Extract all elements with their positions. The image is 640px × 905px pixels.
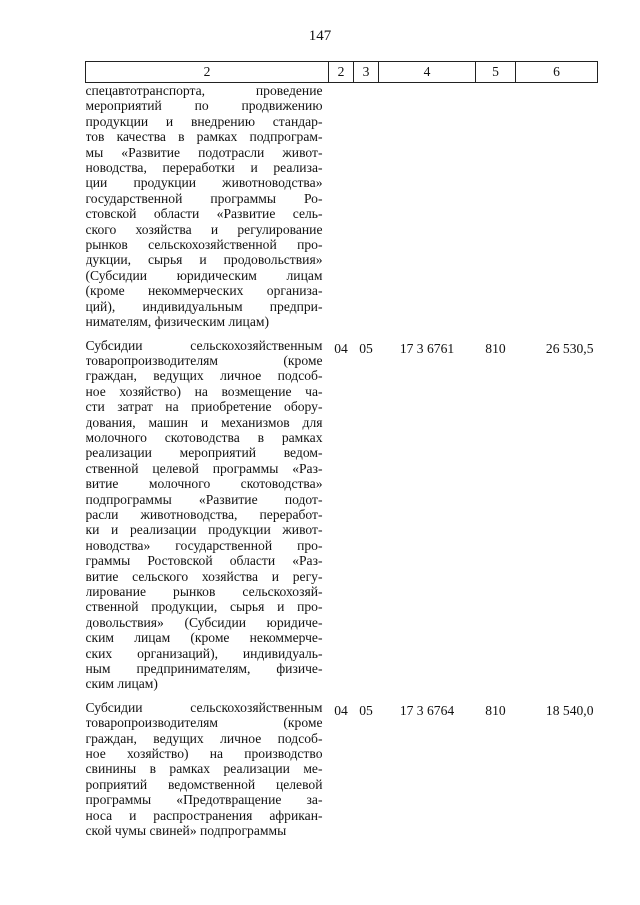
- row-c4-cell: 17 3 6761: [399, 340, 455, 356]
- row-c2-cell: [329, 83, 354, 330]
- description-line: спецавтотранспорта, проведение: [85, 83, 323, 98]
- budget-table: [85, 61, 598, 839]
- description-line: роприятий ведомственной целевой: [85, 776, 323, 792]
- row-c5-cell: 810: [485, 340, 506, 356]
- description-line: ственной целевой программы «Раз-: [85, 460, 323, 476]
- header-cell: 3: [354, 62, 379, 83]
- description-line: витие молочного скотоводства»: [85, 476, 323, 492]
- description-line: товаропроизводителям (кроме: [85, 352, 323, 368]
- description-line: ского хозяйства и регулирование: [85, 221, 323, 237]
- description-line: подпрограммы «Развитие подот-: [85, 491, 323, 507]
- description-line: ное хозяйство) на возмещение ча-: [85, 383, 323, 399]
- description-line: стовской области «Развитие сель-: [85, 206, 323, 222]
- table-row: [86, 83, 598, 330]
- header-cell: 4: [379, 62, 476, 83]
- description-line: ки и реализации продукции живот-: [85, 522, 323, 538]
- description-line: нимателям, физическим лицам): [85, 314, 269, 330]
- description-line: программы «Предотвращение за-: [85, 792, 323, 808]
- description-line: рынков сельскохозяйственной про-: [85, 237, 323, 253]
- description-line: граждан, ведущих личное подсоб-: [85, 730, 323, 746]
- description-line: ции продукции животноводства»: [85, 175, 323, 191]
- description-line: новодства» государственной про-: [85, 537, 323, 553]
- row-c4-cell: 17 3 6764: [399, 702, 455, 718]
- description-line: ских организаций), индивидуаль-: [85, 645, 323, 661]
- table-row: [86, 700, 598, 839]
- description-line: молочного скотоводства в рамках: [85, 429, 323, 445]
- description-line: продукции и внедрению стандар-: [85, 113, 323, 129]
- row-c6-cell: 26 530,5: [545, 340, 594, 356]
- description-line: мы «Развитие подотрасли живот-: [85, 144, 323, 160]
- description-line: ским лицам): [85, 676, 158, 692]
- row-description: [86, 700, 329, 839]
- page-number: 147: [308, 28, 332, 44]
- row-c3-cell: 05: [359, 340, 373, 356]
- description-line: товаропроизводителям (кроме: [85, 715, 323, 731]
- description-line: свинины в рамках реализации ме-: [85, 761, 323, 777]
- row-c5-cell: [476, 83, 516, 330]
- description-line: (кроме некоммерческих организа-: [85, 283, 323, 299]
- description-line: мероприятий по продвижению: [85, 98, 323, 114]
- row-spacer: [86, 692, 598, 700]
- description-line: граждан, ведущих личное подсоб-: [85, 368, 323, 384]
- row-c6-cell: [516, 83, 598, 330]
- description-line: сти затрат на приобретение обору-: [85, 399, 323, 415]
- header-row: [86, 62, 598, 83]
- description-line: государственной программы Ро-: [85, 190, 323, 206]
- description-line: Субсидии сельскохозяйственным: [85, 337, 323, 353]
- row-c2-cell: 04: [334, 702, 348, 718]
- row-description: [86, 83, 329, 330]
- row-description: [86, 338, 329, 692]
- row-spacer: [86, 330, 598, 338]
- description-line: ственной продукции, сырья и про-: [85, 599, 323, 615]
- description-line: ное хозяйство) на производство: [85, 746, 323, 762]
- description-line: дования, машин и механизмов для: [85, 414, 323, 430]
- row-c5-cell: 810: [485, 702, 506, 718]
- row-c3-cell: 05: [359, 702, 373, 718]
- description-line: ций), индивидуальным предпри-: [85, 298, 323, 314]
- row-c3-cell: [354, 83, 379, 330]
- description-line: довольствия» (Субсидии юридиче-: [85, 614, 323, 630]
- header-cell: 5: [476, 62, 516, 83]
- description-line: ской чумы свиней» подпрограммы: [85, 823, 287, 839]
- description-line: носа и распространения африкан-: [85, 807, 323, 823]
- row-c4-cell: [379, 83, 476, 330]
- row-c6-cell: 18 540,0: [545, 702, 594, 718]
- description-line: реализации мероприятий ведом-: [85, 445, 323, 461]
- description-line: ным предпринимателям, физиче-: [85, 661, 323, 677]
- header-cell: 2: [329, 62, 354, 83]
- description-line: (Субсидии юридическим лицам: [85, 267, 323, 283]
- header-cell: 2: [86, 62, 329, 83]
- description-line: тов качества в рамках подпрограм-: [85, 129, 323, 145]
- description-line: Субсидии сельскохозяйственным: [85, 699, 323, 715]
- description-line: витие сельского хозяйства и регу-: [85, 568, 323, 584]
- description-line: дукции, сырья и продовольствия»: [85, 252, 323, 268]
- description-line: новодства, переработки и реализа-: [85, 160, 323, 176]
- description-line: ским лицам (кроме некоммерче-: [85, 630, 323, 646]
- description-line: граммы Ростовской области «Раз-: [85, 553, 323, 569]
- header-cell: 6: [516, 62, 598, 83]
- description-line: расли животноводства, переработ-: [85, 506, 323, 522]
- row-c2-cell: 04: [334, 340, 348, 356]
- description-line: лирование рынков сельскохозяй-: [85, 584, 323, 599]
- table-row: [86, 338, 598, 692]
